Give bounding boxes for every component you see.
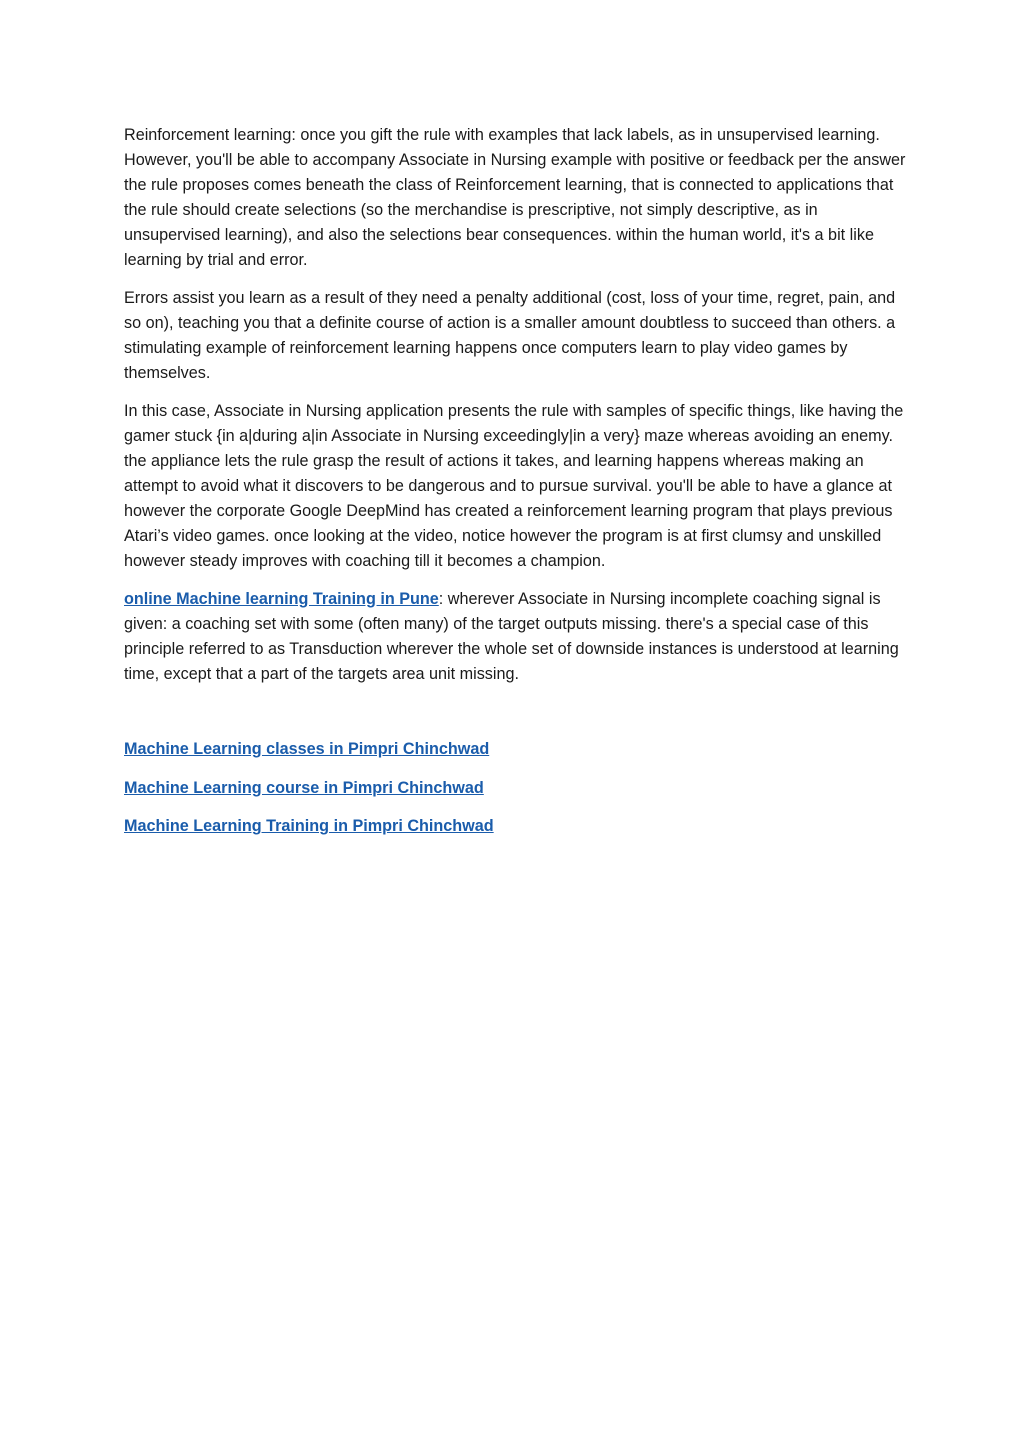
paragraph-semi-supervised [124,587,914,687]
paragraph-errors: Errors assist you learn as a result of they need a penalty additional (cost, loss of your time, regret, pain, and so on), teaching you that a definite course of action is a smaller amount doubtless to succeed than others. a stimulating example of reinforcement learning happens once computers learn to play video games by themselves. [124,288,896,382]
link-row-course [124,776,914,801]
link-ml-course-pimpri[interactable]: Machine Learning course in Pimpri Chinchwad [124,778,484,797]
link-ml-training-pimpri[interactable]: Machine Learning Training in Pimpri Chinchwad [124,817,494,836]
spacer [124,700,914,737]
document-page [124,123,914,853]
link-row-classes [124,737,914,762]
paragraph-case-example: In this case, Associate in Nursing application presents the rule with samples of specific things, like having the gamer stuck {in a|during a|in Associate in Nursing exceedingly|in a very} maze whereas avoiding an enemy. the appliance lets the rule grasp the result of actions it takes, and learning happens whereas making an attempt to avoid what it discovers to be dangerous and to pursue survival. you'll be able to have a glance at however the corporate Google DeepMind has created a reinforcement learning program that plays previous Atari’s video games. once looking at the video, notice however the program is at first clumsy and unskilled however steady improves with coaching till it becomes a champion. [124,402,904,570]
paragraph-reinforcement-learning: Reinforcement learning: once you gift the rule with examples that lack labels, as in unsupervised learning. However, you'll be able to accompany Associate in Nursing example with positive or feedback per the answer the rule proposes comes beneath the class of Reinforcement learning, that is connected to applications that the rule should create selections (so the merchandise is prescriptive, not simply descriptive, as in unsupervised learning), and also the selections bear consequences. within the human world, it's a bit like learning by trial and error. [124,126,906,269]
link-online-ml-training-pune[interactable]: online Machine learning Training in Pune [124,589,439,608]
link-row-training [124,814,914,839]
paragraph-semi-supervised-text: : wherever Associate in Nursing incomplete coaching signal is given: a coaching set with some (often many) of the target outputs missing. there's a special case of this principle referred to as Transduction wherever the whole set of downside instances is understood at learning time, except that a part of the targets area unit missing. [124,589,899,683]
link-ml-classes-pimpri[interactable]: Machine Learning classes in Pimpri Chinchwad [124,740,490,759]
